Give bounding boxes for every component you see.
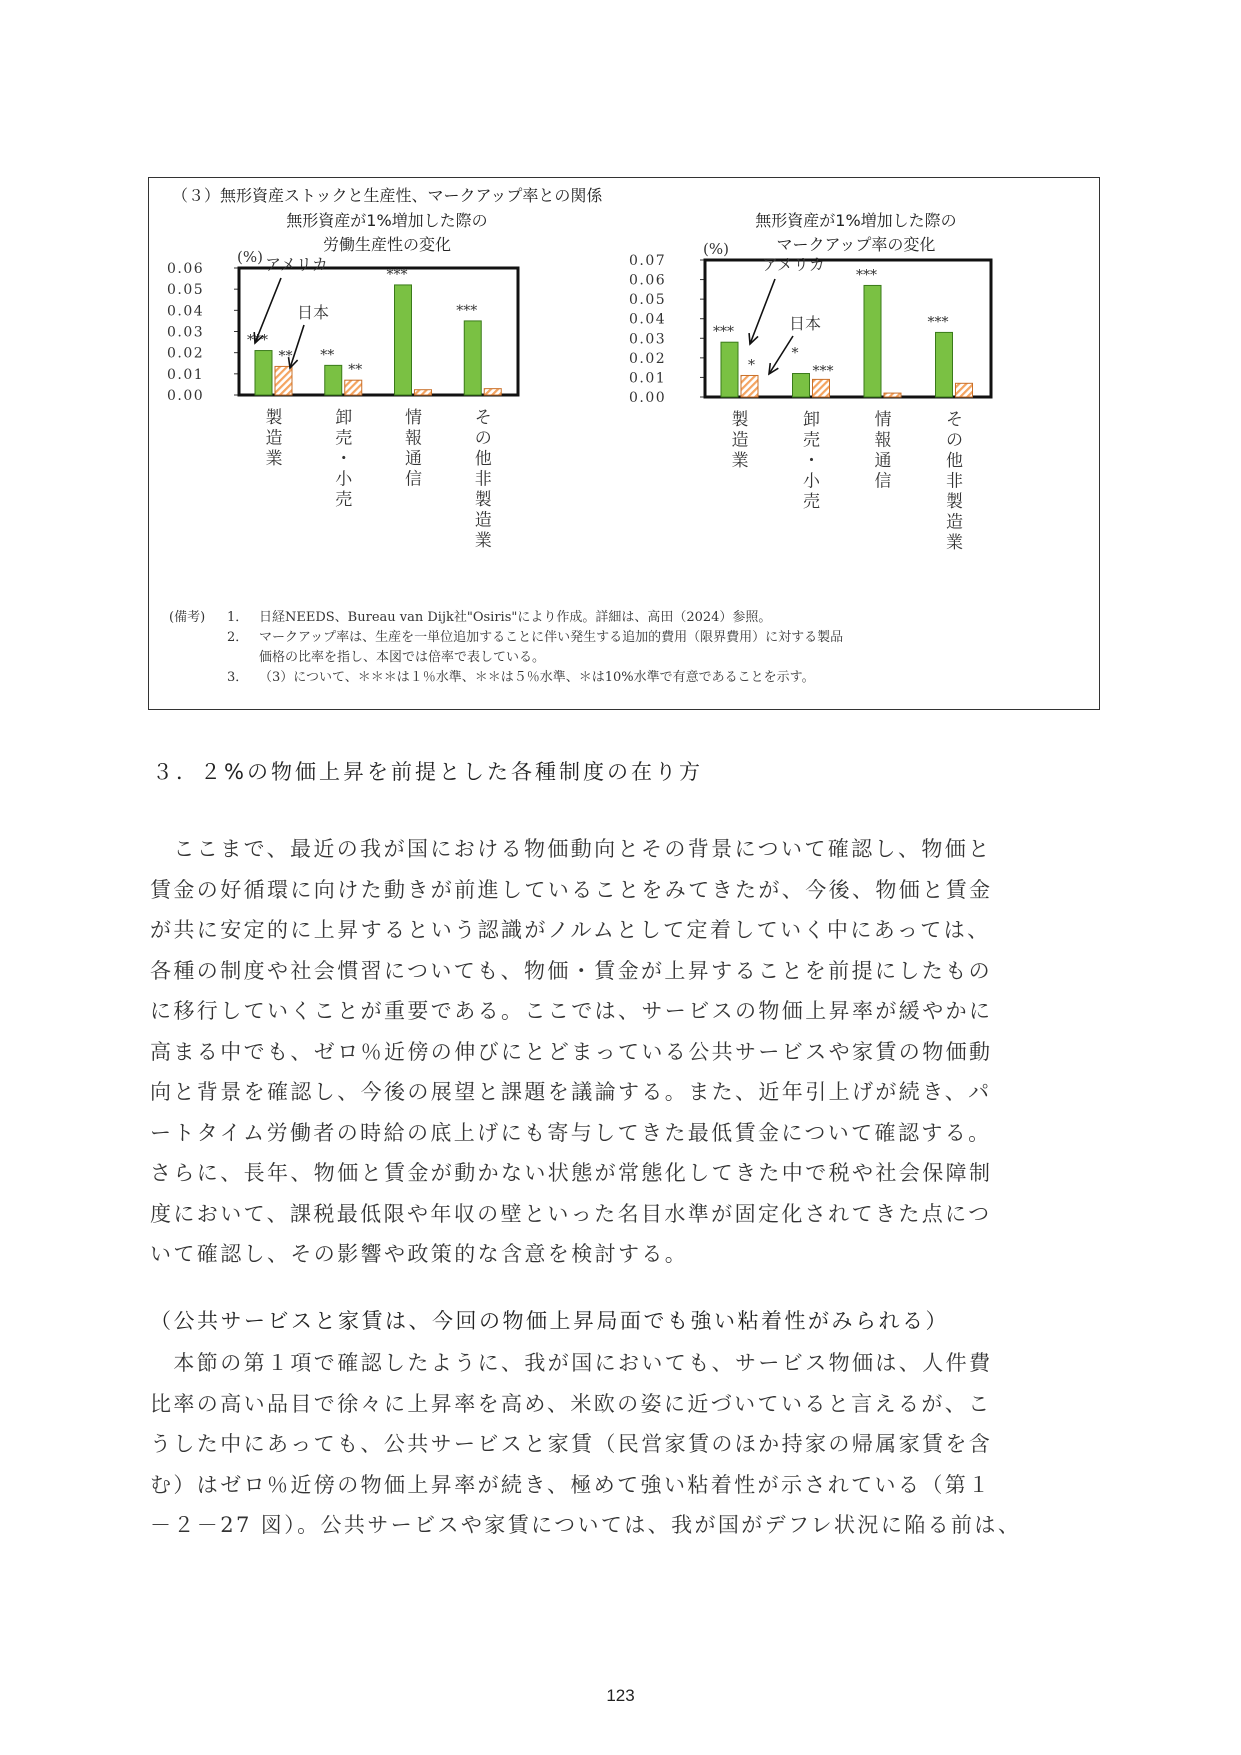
note-row [169, 648, 1079, 668]
paragraph-line: に移行していくことが重要である。ここでは、サービスの物価上昇率が緩やかに [150, 999, 993, 1023]
category-label-char: 売 [335, 428, 353, 449]
y-tick-label: 0.02 [167, 345, 205, 362]
bar-usa [936, 332, 953, 397]
category-label-char: 情 [405, 408, 422, 428]
subsection-heading: （公共サービスと家賃は、今回の物価上昇局面でも強い粘着性がみられる） [150, 1309, 949, 1333]
category-label-char: 売 [803, 430, 820, 451]
annotation-usa: アメリカ [265, 255, 328, 274]
category-label-char: ・ [803, 451, 820, 471]
paragraph-line: 度において、課税最低限や年収の壁といった名目水準が固定化されてきた点につ [150, 1201, 992, 1226]
annotation-arrow-line [750, 279, 775, 344]
category-label-char: 非 [474, 469, 492, 490]
annotation-usa: アメリカ [762, 255, 825, 274]
y-tick-label: 0.00 [629, 390, 667, 406]
notes-prefix: (備考) [169, 610, 206, 625]
y-tick-label: 0.06 [629, 272, 667, 289]
paragraph-line: 向と背景を確認し、今後の展望と課題を議論する。また、近年引上げが続き、パ [150, 1080, 992, 1104]
paragraph-line: ートタイム労働者の時給の底上げにも寄与してきた最低賃金について確認する。 [150, 1120, 992, 1145]
significance-marker: * [791, 345, 799, 362]
paragraph-line: 本節の第１項で確認したように、我が国においても、サービス物価は、人件費 [150, 1351, 993, 1375]
y-tick-label: 0.01 [629, 370, 667, 387]
bar-usa [721, 342, 738, 397]
labor-productivity-chart [149, 178, 619, 603]
category-label-char: 小 [803, 471, 820, 492]
category-label-char: 造 [474, 510, 492, 531]
bar-usa [325, 365, 342, 395]
category-label-char: そ [946, 410, 963, 430]
category-label-char: 小 [335, 469, 353, 490]
y-tick-label: 0.05 [629, 292, 667, 309]
annotation-japan: 日本 [789, 314, 822, 333]
significance-marker: *** [713, 324, 734, 341]
significance-marker: ** [278, 348, 293, 365]
chart-1-title-line1: 無形資産が1%増加した際の [286, 211, 488, 230]
chart-1-title-line2: 労働生産性の変化 [322, 235, 451, 254]
category-label-char: ・ [335, 449, 353, 469]
bar-usa [464, 321, 481, 395]
y-tick-label: 0.07 [629, 253, 667, 269]
category-label-char: そ [474, 408, 492, 428]
significance-marker: *** [247, 332, 268, 349]
paragraph-line: さらに、長年、物価と賃金が動かない状態が常態化してきた中で税や社会保障制 [150, 1161, 993, 1185]
bar-japan [813, 379, 830, 397]
paragraph-line: いて確認し、その影響や政策的な含意を検討する。 [150, 1242, 689, 1266]
bar-japan [415, 390, 432, 395]
section-heading: ３．２%の物価上昇を前提とした各種制度の在り方 [152, 760, 703, 784]
bar-japan [884, 393, 901, 397]
paragraph-line: 賃金の好循環に向けた動きが前進していることをみてきたが、今後、物価と賃金 [150, 877, 993, 902]
category-label-char: 卸 [335, 408, 353, 428]
figure-notes [169, 608, 1079, 688]
figure-box [148, 177, 1100, 710]
category-label-char: 造 [265, 428, 283, 449]
note-text: 価格の比率を指し、本図では倍率で表している。 [259, 650, 546, 665]
note-text: マークアップ率は、生産を一単位追加することに伴い発生する追加的費用（限界費用）に対する製品 [259, 630, 844, 645]
paragraph-line: 比率の高い品目で徐々に上昇率を高め、米欧の姿に近づいていると言えるが、こ [150, 1391, 992, 1416]
category-label-char: 他 [474, 449, 492, 469]
paragraph-line: 高まる中でも、ゼロ％近傍の伸びにとどまっている公共サービスや家賃の物価動 [150, 1039, 993, 1064]
bar-japan [484, 389, 501, 395]
bar-usa [864, 285, 881, 397]
annotation-japan: 日本 [297, 303, 330, 322]
paragraph-line: うした中にあっても、公共サービスと家賃（民営家賃のほか持家の帰属家賃を含 [150, 1432, 993, 1456]
y-tick-label: 0.06 [167, 261, 205, 277]
paragraph-line: ここまで、最近の我が国における物価動向とその背景について確認し、物価と [150, 837, 992, 861]
category-label-char: 情 [874, 410, 892, 430]
bar-japan [345, 380, 362, 395]
category-label-char: 造 [731, 430, 749, 451]
paragraph-line: －２－27 図）。公共サービスや家賃については、我が国がデフレ状況に陥る前は、 [150, 1513, 1022, 1537]
paragraph-line: が共に安定的に上昇するという認識がノルムとして定着していく中にあっては、 [150, 918, 991, 942]
significance-marker: * [748, 357, 755, 374]
note-number: 3． [227, 670, 249, 685]
y-tick-label: 0.04 [629, 311, 667, 328]
y-axis-unit: (%) [237, 248, 263, 266]
chart-2-title-line1: 無形資産が1%増加した際の [755, 211, 957, 230]
markup-ratio-chart [619, 178, 1101, 603]
category-label-char: 通 [874, 451, 892, 471]
annotation-arrow-line [769, 336, 793, 374]
category-label-char: 非 [946, 471, 963, 492]
category-label-char: 卸 [803, 410, 820, 430]
y-tick-label: 0.00 [167, 388, 205, 404]
y-tick-label: 0.01 [167, 366, 205, 383]
y-axis-unit: (%) [703, 240, 729, 258]
figure-title: （３）無形資産ストックと生産性、マークアップ率との関係 [172, 186, 603, 205]
significance-marker: ** [320, 347, 335, 364]
category-label-char: 業 [946, 533, 963, 553]
significance-marker: *** [456, 302, 478, 319]
annotation-arrow-line [255, 278, 281, 343]
significance-marker: *** [856, 267, 877, 284]
note-number: 2． [227, 630, 249, 645]
bar-japan [275, 366, 292, 395]
note-number [227, 648, 259, 668]
paragraph-line: む）はゼロ％近傍の物価上昇率が続き、極めて強い粘着性が示されている（第１ [150, 1472, 992, 1497]
y-tick-label: 0.02 [629, 350, 667, 367]
body-paragraph-1 [150, 829, 1090, 1275]
note-text: （3）について、＊＊＊は１％水準、＊＊は５％水準、＊は10%水準で有意であることを示す。 [259, 670, 815, 685]
category-label-char: 売 [803, 492, 820, 512]
bar-usa [255, 351, 272, 395]
category-label-char: 信 [405, 469, 422, 490]
body-paragraph-2 [150, 1343, 1090, 1546]
note-row [169, 608, 1079, 628]
category-label-char: 報 [874, 430, 892, 451]
category-label-char: 製 [474, 490, 492, 510]
category-label-char: 業 [474, 531, 492, 551]
bar-usa [395, 285, 412, 395]
category-label-char: の [946, 430, 963, 451]
y-tick-label: 0.03 [167, 324, 205, 341]
category-label-char: 信 [874, 471, 892, 492]
paragraph-line: 各種の制度や社会慣習についても、物価・賃金が上昇することを前提にしたもの [150, 958, 992, 983]
category-label-char: 他 [946, 451, 963, 471]
category-label-char: 製 [265, 408, 283, 428]
y-tick-label: 0.05 [167, 282, 205, 299]
significance-marker: *** [927, 314, 949, 331]
category-label-char: 業 [731, 451, 749, 471]
category-label-char: 製 [731, 410, 749, 430]
note-number: 1． [227, 610, 249, 625]
annotation-arrow-head [769, 363, 778, 374]
significance-marker: *** [386, 266, 408, 283]
category-label-char: 造 [946, 512, 963, 533]
bar-japan [741, 375, 758, 397]
bar-usa [793, 374, 810, 397]
category-label-char: 売 [335, 490, 353, 510]
y-tick-label: 0.03 [629, 331, 667, 348]
significance-marker: *** [812, 363, 834, 380]
y-tick-label: 0.04 [167, 303, 205, 320]
category-label-char: 業 [265, 449, 283, 469]
page-number: 123 [606, 1686, 635, 1705]
note-row [169, 668, 1079, 688]
category-label-char: 製 [946, 492, 963, 512]
note-row [169, 628, 1079, 648]
note-text: 日経NEEDS、Bureau van Dijk社"Osiris"により作成。詳細は、高田（2024）参照。 [259, 610, 772, 625]
bar-japan [956, 383, 973, 397]
category-label-char: 通 [405, 449, 422, 469]
category-label-char: の [474, 428, 492, 449]
significance-marker: ** [348, 362, 363, 379]
category-label-char: 報 [405, 428, 422, 449]
chart-2-title-line2: マークアップ率の変化 [776, 235, 936, 254]
